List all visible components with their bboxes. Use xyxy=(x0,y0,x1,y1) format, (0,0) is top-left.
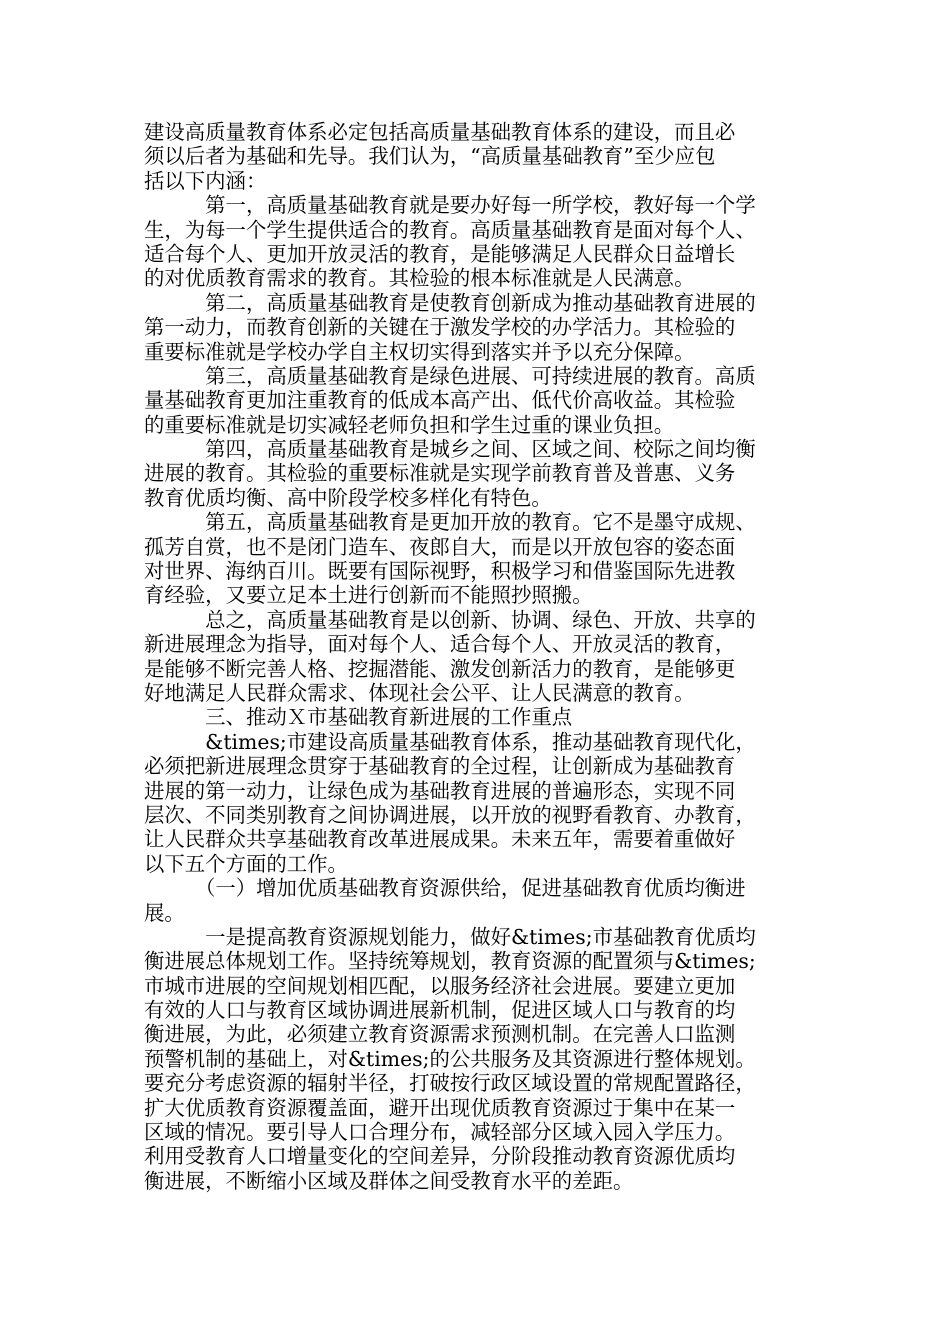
text-line: 第四，高质量基础教育是城乡之间、区域之间、校际之间均衡 xyxy=(144,437,756,462)
text-line: 的对优质教育需求的教育。其检验的根本标准就是人民满意。 xyxy=(144,266,695,291)
text-line: 总之，高质量基础教育是以创新、协调、绿色、开放、共享的 xyxy=(144,607,756,632)
text-line: 要充分考虑资源的辐射半径，打破按行政区域设置的常规配置路径， xyxy=(144,1071,756,1096)
text-line: 的重要标准就是切实减轻老师负担和学生过重的课业负担。 xyxy=(144,412,675,437)
text-line: 扩大优质教育资源覆盖面，避开出现优质教育资源过于集中在某一 xyxy=(144,1095,736,1120)
text-line: 孤芳自赏，也不是闭门造车、夜郎自大，而是以开放包容的姿态面 xyxy=(144,534,736,559)
text-line: 重要标准就是学校办学自主权切实得到落实并予以充分保障。 xyxy=(144,339,695,364)
document-body xyxy=(144,120,824,1193)
text-line: 有效的人口与教育区域协调进展新机制，促进区域人口与教育的均 xyxy=(144,998,736,1023)
text-line: 预警机制的基础上，对&times;的公共服务及其资源进行整体规划。 xyxy=(144,1046,756,1071)
text-line: 第三，高质量基础教育是绿色进展、可持续进展的教育。高质 xyxy=(144,363,756,388)
text-line: 区域的情况。要引导人口合理分布，减轻部分区域入园入学压力。 xyxy=(144,1120,736,1145)
text-line: 进展的第一动力，让绿色成为基础教育进展的普遍形态，实现不同 xyxy=(144,778,736,803)
text-line: &times;市建设高质量基础教育体系，推动基础教育现代化， xyxy=(144,729,756,754)
text-line: 第一动力，而教育创新的关键在于激发学校的办学活力。其检验的 xyxy=(144,315,736,340)
text-line: 适合每个人、更加开放灵活的教育，是能够满足人民群众日益增长 xyxy=(144,241,736,266)
text-line: 括以下内涵： xyxy=(144,168,267,193)
text-line: 教育优质均衡、高中阶段学校多样化有特色。 xyxy=(144,485,552,510)
subsection-heading: （一）增加优质基础教育资源供给，促进基础教育优质均衡进 xyxy=(144,876,746,901)
text-line: 以下五个方面的工作。 xyxy=(144,851,348,876)
text-line: 生，为每一个学生提供适合的教育。高质量基础教育是面对每个人、 xyxy=(144,217,756,242)
text-line: 利用受教育人口增量变化的空间差异，分阶段推动教育资源优质均 xyxy=(144,1144,736,1169)
text-line: 对世界、海纳百川。既要有国际视野，积极学习和借鉴国际先进教 xyxy=(144,559,736,584)
text-line: 必须把新进展理念贯穿于基础教育的全过程，让创新成为基础教育 xyxy=(144,754,736,779)
text-line: 让人民群众共享基础教育改革进展成果。未来五年，需要着重做好 xyxy=(144,827,736,852)
text-line: 衡进展，不断缩小区域及群体之间受教育水平的差距。 xyxy=(144,1168,634,1193)
text-line: 第五，高质量基础教育是更加开放的教育。它不是墨守成规、 xyxy=(144,510,756,535)
text-line: 衡进展，为此，必须建立教育资源需求预测机制。在完善人口监测 xyxy=(144,1022,736,1047)
text-line: 市城市进展的空间规划相匹配，以服务经济社会进展。要建立更加 xyxy=(144,973,736,998)
text-line: 衡进展总体规划工作。坚持统筹规划，教育资源的配置须与&times; xyxy=(144,949,756,974)
text-line: 育经验，又要立足本土进行创新而不能照抄照搬。 xyxy=(144,583,593,608)
text-line: 一是提高教育资源规划能力，做好&times;市基础教育优质均 xyxy=(144,924,756,949)
text-line: 量基础教育更加注重教育的低成本高产出、低代价高收益。其检验 xyxy=(144,388,736,413)
text-line: 进展的教育。其检验的重要标准就是实现学前教育普及普惠、义务 xyxy=(144,461,736,486)
text-line: 第一，高质量基础教育就是要办好每一所学校，教好每一个学 xyxy=(144,193,756,218)
subsection-heading: 展。 xyxy=(144,900,185,925)
text-line: 是能够不断完善人格、挖掘潜能、激发创新活力的教育，是能够更 xyxy=(144,656,736,681)
text-line: 须以后者为基础和先导。我们认为，“高质量基础教育”至少应包 xyxy=(144,144,716,169)
text-line: 好地满足人民群众需求、体现社会公平、让人民满意的教育。 xyxy=(144,680,695,705)
text-line: 新进展理念为指导，面对每个人、适合每个人、开放灵活的教育， xyxy=(144,632,736,657)
text-line: 层次、不同类别教育之间协调进展，以开放的视野看教育、办教育， xyxy=(144,802,756,827)
text-line: 建设高质量教育体系必定包括高质量基础教育体系的建设，而且必 xyxy=(144,120,736,144)
text-line: 第二，高质量基础教育是使教育创新成为推动基础教育进展的 xyxy=(144,290,756,315)
section-heading: 三、推动Ｘ市基础教育新进展的工作重点 xyxy=(144,705,573,730)
